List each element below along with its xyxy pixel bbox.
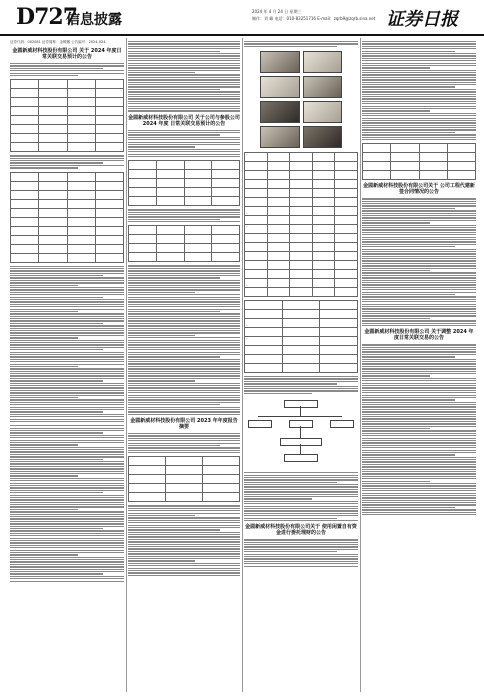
column-2 bbox=[128, 38, 240, 692]
interior-photo bbox=[303, 51, 343, 73]
data-table bbox=[128, 160, 240, 206]
org-flowchart bbox=[244, 398, 358, 468]
notice-body bbox=[10, 155, 124, 168]
column-3 bbox=[244, 38, 358, 692]
masthead-logo: 证券日报 bbox=[386, 9, 458, 30]
data-table bbox=[362, 143, 476, 180]
notice-body bbox=[128, 209, 240, 222]
notice-body bbox=[128, 130, 240, 158]
notice-body bbox=[244, 376, 358, 394]
notice-body bbox=[244, 539, 358, 567]
column-divider bbox=[126, 38, 127, 692]
notice-body bbox=[362, 344, 476, 515]
notice-body bbox=[362, 198, 476, 326]
data-table bbox=[10, 79, 124, 152]
data-table bbox=[244, 152, 358, 297]
interior-photo bbox=[260, 51, 300, 73]
photo-grid bbox=[260, 51, 342, 148]
data-table bbox=[128, 225, 240, 262]
section-title: 信息披露 bbox=[66, 12, 122, 28]
notice-body bbox=[244, 472, 358, 521]
notice-body bbox=[10, 425, 124, 582]
notice-body bbox=[362, 41, 476, 140]
notice-title: 金圆新威材科技股份有限公司关于 公司工程代建新签合同情况的公告 bbox=[363, 183, 475, 196]
notice-title: 金圆新威材科技股份有限公司关于 使用闲置自有资金进行委托理财的公告 bbox=[245, 524, 357, 537]
notice-body bbox=[10, 63, 124, 76]
contact-line: 制作：刘 峰 电话：010-83251716 E-mail：zqrb9@zqrb.sina.net bbox=[252, 16, 376, 21]
column-1 bbox=[10, 38, 124, 692]
notice-title: 金圆新威材科技股份有限公司 关于 2024 年度日常关联交易预计的公告 bbox=[12, 48, 122, 60]
issue-date-line: 2024 年 4 月 24 日 星期三 bbox=[252, 9, 302, 14]
column-divider bbox=[242, 38, 243, 692]
flow-node bbox=[284, 400, 318, 408]
interior-photo bbox=[260, 126, 300, 148]
flow-node bbox=[280, 438, 322, 446]
flow-node bbox=[330, 420, 354, 428]
notice-body bbox=[244, 41, 358, 47]
notice-title: 金圆新威材科技股份有限公司 关于调整 2024 年度日常关联交易的公告 bbox=[364, 329, 474, 342]
notice-title: 金圆新威材科技股份有限公司 2023 年年度报告摘要 bbox=[130, 417, 238, 430]
security-code-line: 证券代码：002081 证券简称：金螳螂 公告编号：2024-024 bbox=[10, 40, 106, 44]
page-header bbox=[0, 0, 484, 36]
column-4 bbox=[362, 38, 476, 692]
interior-photo bbox=[303, 126, 343, 148]
notice-body bbox=[128, 265, 240, 415]
flow-node bbox=[289, 420, 313, 428]
notice-body bbox=[128, 41, 240, 112]
interior-photo bbox=[260, 76, 300, 98]
notice-body bbox=[128, 433, 240, 453]
data-table bbox=[128, 456, 240, 502]
flow-node bbox=[248, 420, 272, 428]
column-divider bbox=[360, 38, 361, 692]
flow-node bbox=[284, 454, 318, 462]
interior-photo bbox=[303, 76, 343, 98]
notice-title: 金圆新威材科技股份有限公司 关于公司与参股公司 2024 年度 日常关联交易预计的公告 bbox=[128, 114, 240, 127]
interior-photo bbox=[260, 101, 300, 123]
data-table bbox=[10, 172, 124, 263]
data-table bbox=[244, 300, 358, 373]
interior-photo bbox=[303, 101, 343, 123]
page-number: D727 bbox=[16, 4, 78, 30]
notice-body bbox=[10, 266, 124, 423]
notice-body bbox=[128, 505, 240, 576]
